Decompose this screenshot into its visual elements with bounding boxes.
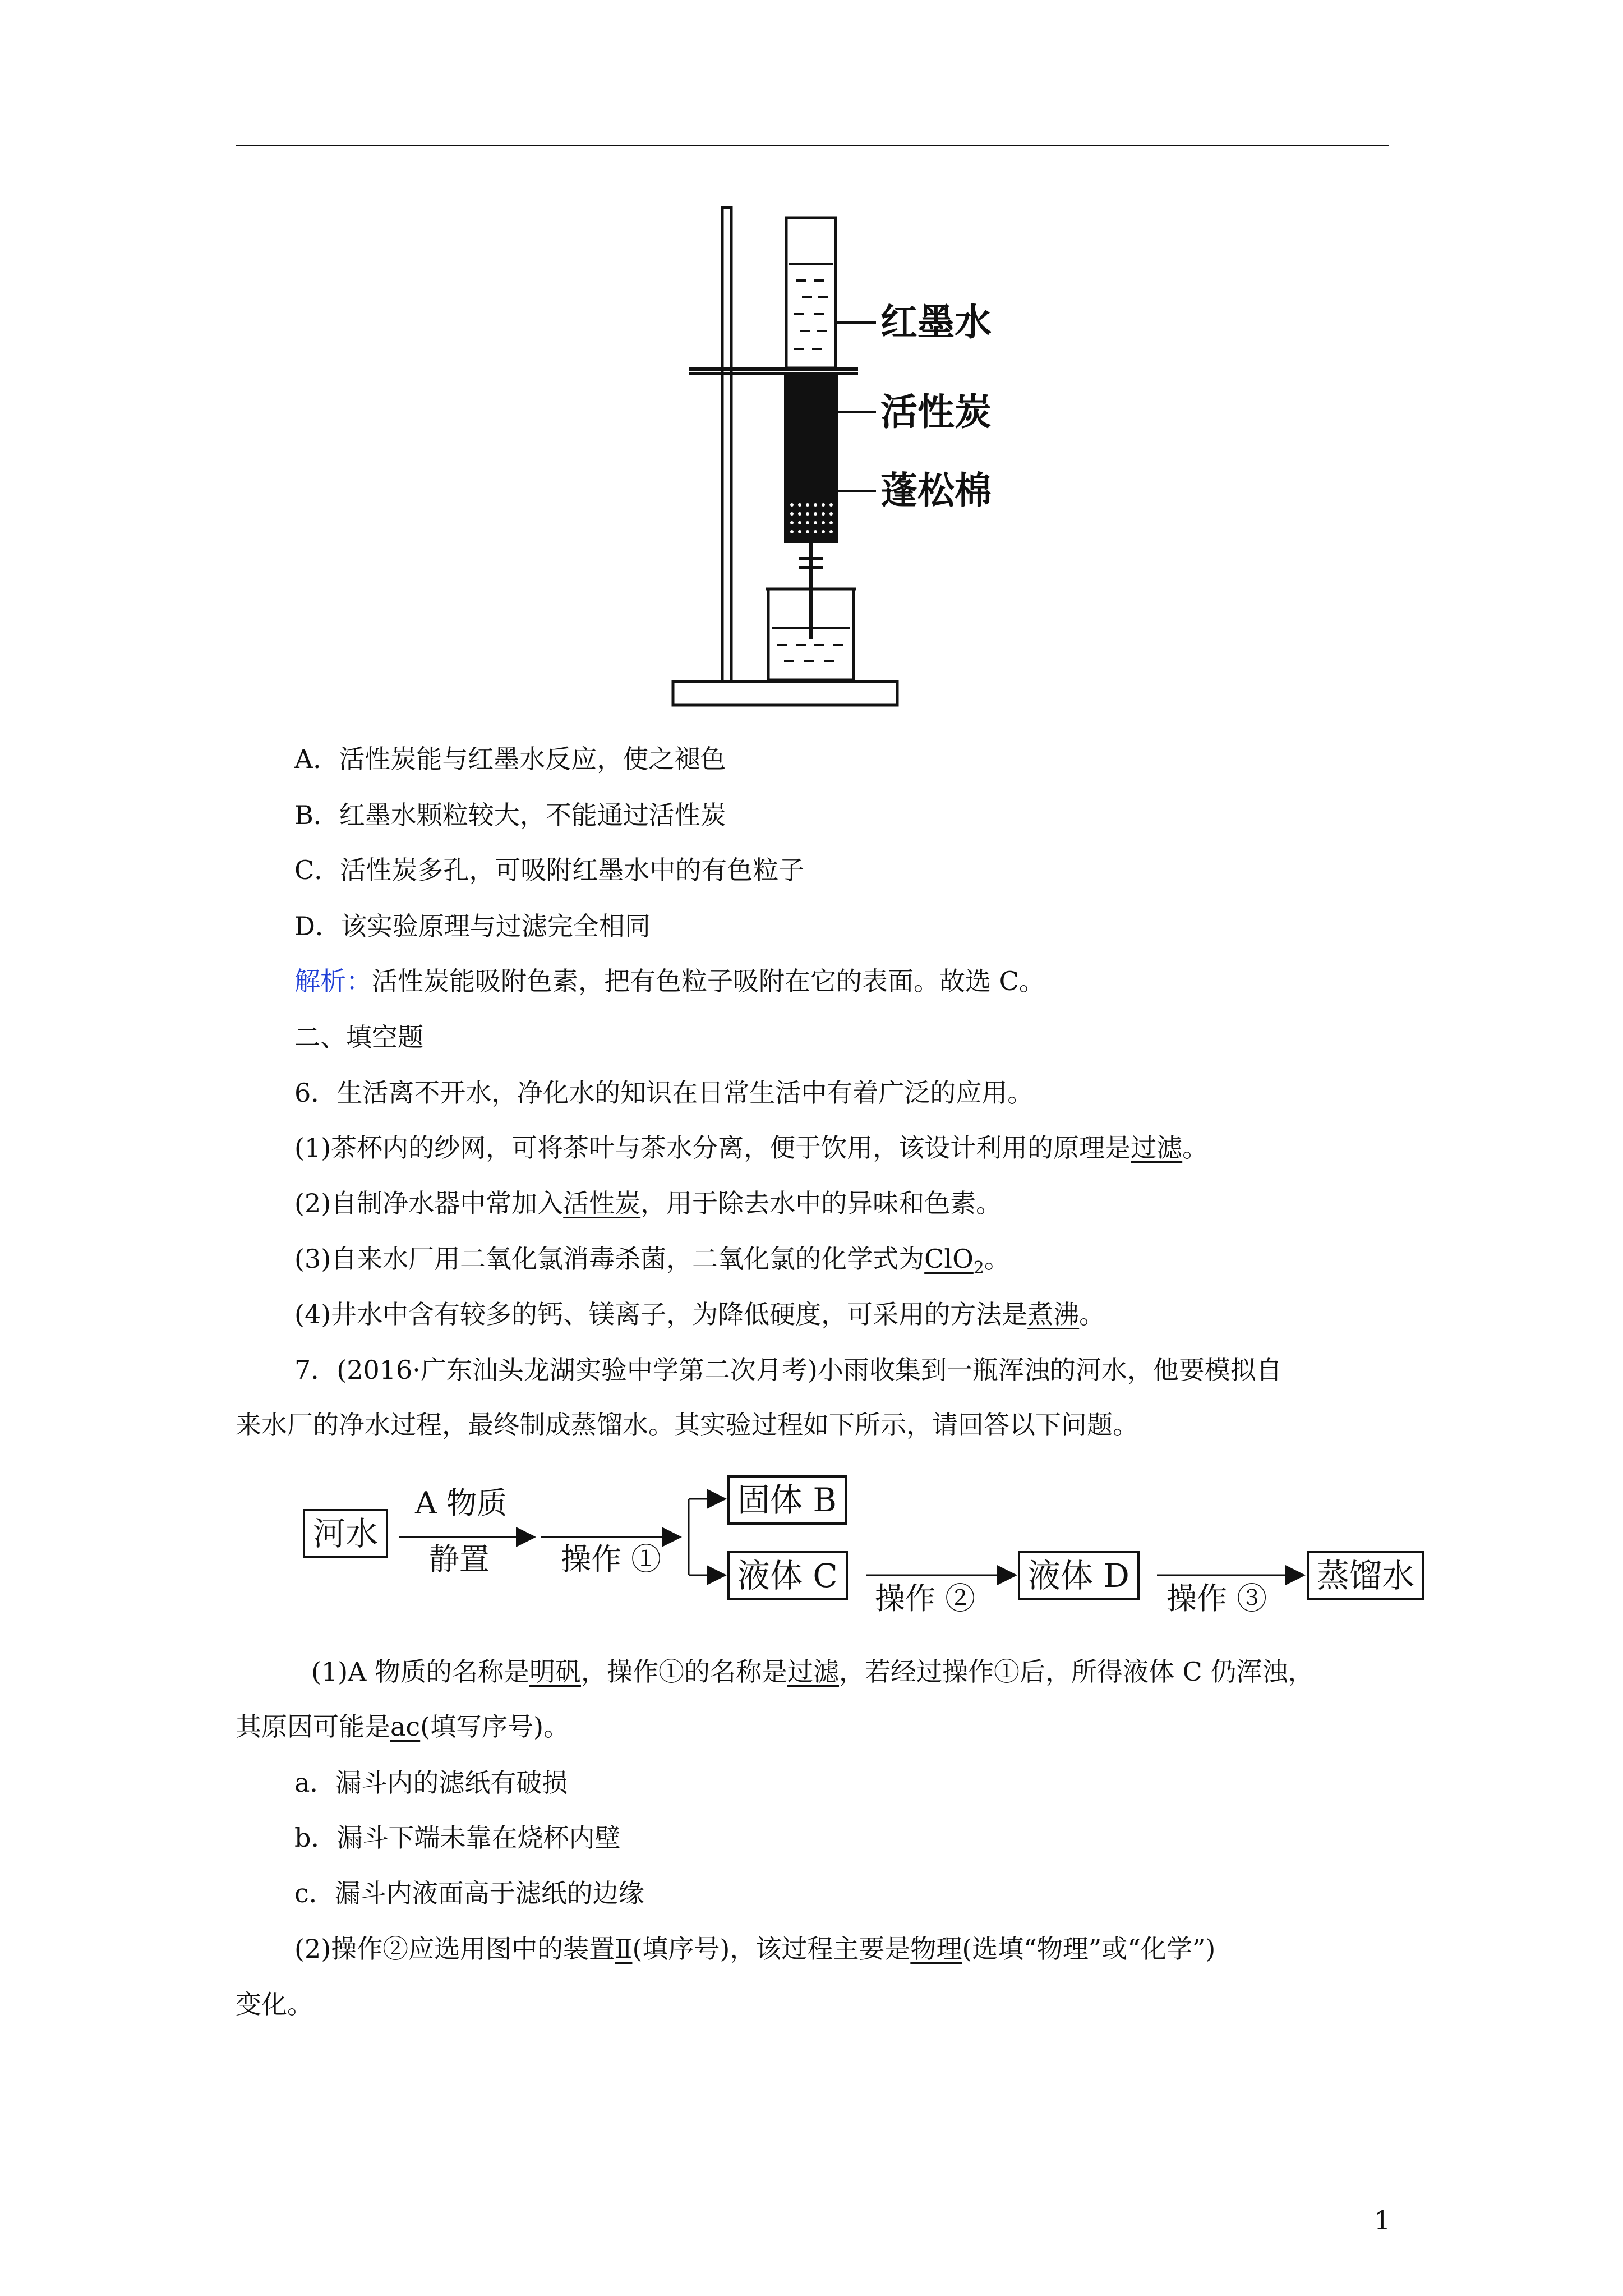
flow-op2: 操作 ② [875, 1581, 976, 1616]
flow-op3: 操作 ③ [1166, 1581, 1267, 1616]
q7-part1-line1: (1)A 物质的名称是明矾，操作①的名称是过滤，若经过操作①后，所得液体 C 仍浑浊， [311, 1657, 1314, 1687]
analysis-label: 解析： [294, 966, 372, 996]
option-b: B．红墨水颗粒较大，不能通过活性炭 [294, 800, 726, 830]
page-number: 1 [1374, 2205, 1391, 2235]
flow-liquid-c: 液体 C [727, 1551, 848, 1600]
q7-answer-filter: 过滤 [787, 1657, 840, 1687]
flow-river-water: 河水 [303, 1509, 388, 1558]
q7-part1-line2: 其原因可能是ac(填写序号)。 [236, 1711, 570, 1742]
flow-solid-b: 固体 B [727, 1475, 847, 1525]
q7-option-b: b．漏斗下端未靠在烧杯内壁 [294, 1823, 621, 1853]
q7-option-c: c．漏斗内液面高于滤纸的边缘 [294, 1878, 644, 1908]
section-heading: 二、填空题 [294, 1022, 423, 1052]
q7-stem-line1: 7．(2016·广东汕头龙湖实验中学第二次月考)小雨收集到一瓶浑浊的河水，他要模拟自 [294, 1355, 1282, 1385]
option-d: D．该实验原理与过滤完全相同 [294, 911, 651, 941]
q6-part4: (4)井水中含有较多的钙、镁离子，为降低硬度，可采用的方法是煮沸。 [294, 1299, 1105, 1329]
flow-liquid-d: 液体 D [1018, 1551, 1140, 1600]
label-activated-carbon: 活性炭 [880, 390, 992, 434]
flow-a-substance: A 物质 [415, 1485, 508, 1521]
q7-answer-alum: 明矾 [529, 1657, 582, 1687]
q7-option-a: a．漏斗内的滤纸有破损 [294, 1768, 568, 1798]
label-red-ink: 红墨水 [880, 301, 992, 344]
q7-part2-line2: 变化。 [236, 1989, 313, 2019]
q6-part1: (1)茶杯内的纱网，可将茶叶与茶水分离，便于饮用，该设计利用的原理是过滤。 [294, 1133, 1209, 1163]
q6-stem: 6．生活离不开水，净化水的知识在日常生活中有着广泛的应用。 [294, 1078, 1034, 1108]
q6-part3: (3)自来水厂用二氧化氯消毒杀菌，二氧化氯的化学式为ClO$_2$。 [294, 1244, 1010, 1278]
q6-answer1: 过滤 [1131, 1133, 1183, 1163]
q7-part2-line1: (2)操作②应选用图中的装置Ⅱ(填序号)，该过程主要是物理(选填“物理”或“化学”) [294, 1934, 1216, 1964]
q7-answer-ac: ac [390, 1711, 421, 1742]
flow-settle: 静置 [429, 1542, 490, 1577]
q7-answer-physical: 物理 [910, 1934, 962, 1964]
q7-answer-device: Ⅱ [615, 1934, 633, 1964]
option-a: A．活性炭能与红墨水反应，使之褪色 [294, 744, 726, 774]
q6-answer2: 活性炭 [563, 1188, 641, 1218]
option-c: C．活性炭多孔，可吸附红墨水中的有色粒子 [294, 855, 805, 885]
flow-op1: 操作 ① [561, 1542, 662, 1577]
q6-answer4: 煮沸 [1027, 1299, 1080, 1329]
q6-part2: (2)自制净水器中常加入活性炭，用于除去水中的异味和色素。 [294, 1188, 1002, 1218]
q6-answer3: ClO$_2$ [924, 1244, 984, 1278]
q7-stem-line2: 来水厂的净水过程，最终制成蒸馏水。其实验过程如下所示，请回答以下问题。 [236, 1410, 1138, 1440]
label-fluffy-cotton: 蓬松棉 [880, 469, 992, 512]
analysis-text: 活性炭能吸附色素，把有色粒子吸附在它的表面。故选 C。 [372, 966, 1045, 996]
flow-distilled-water: 蒸馏水 [1307, 1551, 1424, 1600]
